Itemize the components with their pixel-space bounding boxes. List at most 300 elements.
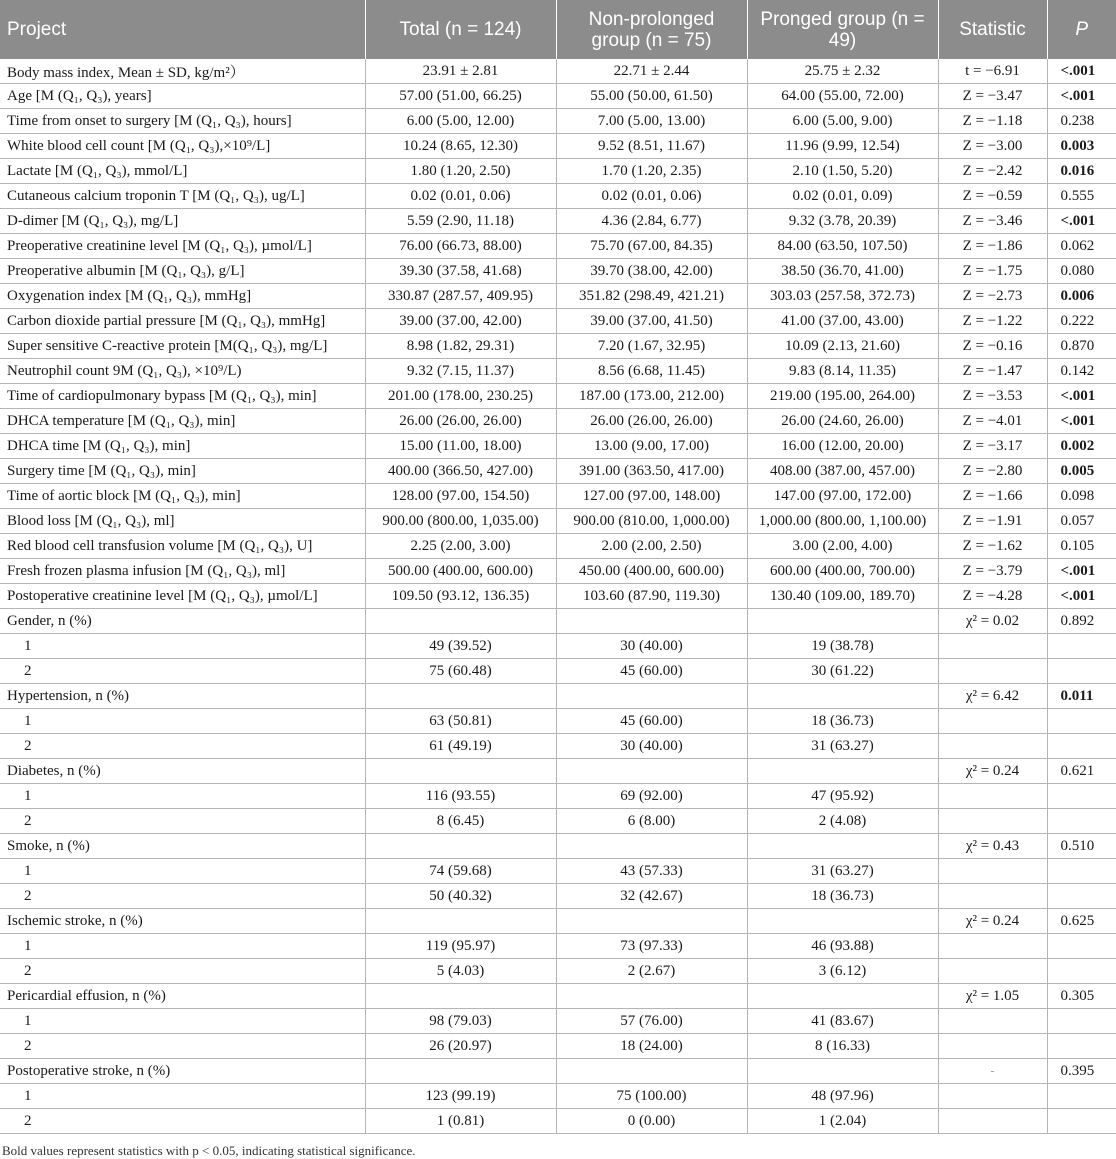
table-row — [0, 909, 1116, 934]
cell-p — [1047, 709, 1116, 734]
cell-p — [1047, 734, 1116, 759]
table-row — [0, 834, 1116, 859]
cell-pronged: 147.00 (97.00, 172.00) — [747, 484, 938, 509]
cell-statistic — [938, 1009, 1047, 1034]
cell-non-prolonged: 39.00 (37.00, 41.50) — [556, 309, 747, 334]
cell-total: 116 (93.55) — [365, 784, 556, 809]
cell-p: <.001 — [1047, 384, 1116, 409]
cell-non-prolonged: 30 (40.00) — [556, 734, 747, 759]
cell-pronged: 11.96 (9.99, 12.54) — [747, 134, 938, 159]
cell-project: DHCA time [M (Q₁, Q₃), min] — [0, 434, 365, 459]
cell-statistic: Z = −3.79 — [938, 559, 1047, 584]
cell-non-prolonged: 39.70 (38.00, 42.00) — [556, 259, 747, 284]
cell-non-prolonged: 7.20 (1.67, 32.95) — [556, 334, 747, 359]
table-row — [0, 1009, 1116, 1034]
cell-total: 500.00 (400.00, 600.00) — [365, 559, 556, 584]
cell-pronged: 1,000.00 (800.00, 1,100.00) — [747, 509, 938, 534]
cell-total — [365, 909, 556, 934]
cell-non-prolonged: 8.56 (6.68, 11.45) — [556, 359, 747, 384]
cell-statistic: χ² = 0.43 — [938, 834, 1047, 859]
cell-pronged: 41.00 (37.00, 43.00) — [747, 309, 938, 334]
table-row — [0, 484, 1116, 509]
cell-project: Lactate [M (Q₁, Q₃), mmol/L] — [0, 159, 365, 184]
cell-total: 39.30 (37.58, 41.68) — [365, 259, 556, 284]
cell-project: D-dimer [M (Q₁, Q₃), mg/L] — [0, 209, 365, 234]
cell-statistic: Z = −1.47 — [938, 359, 1047, 384]
table-footnote: Bold values represent statistics with p < 0.05, indicating statistical significance. — [2, 1143, 416, 1158]
header-non-prolonged: Non-prolonged group (n = 75) — [556, 0, 747, 59]
cell-p: <.001 — [1047, 584, 1116, 609]
cell-pronged — [747, 909, 938, 934]
cell-pronged: 38.50 (36.70, 41.00) — [747, 259, 938, 284]
cell-statistic: t = −6.91 — [938, 59, 1047, 84]
cell-project: Pericardial effusion, n (%) — [0, 984, 365, 1009]
cell-project: Preoperative creatinine level [M (Q₁, Q₃), µmol/L] — [0, 234, 365, 259]
cell-pronged: 2.10 (1.50, 5.20) — [747, 159, 938, 184]
cell-statistic: Z = −2.42 — [938, 159, 1047, 184]
cell-p — [1047, 884, 1116, 909]
cell-statistic: Z = −3.46 — [938, 209, 1047, 234]
cell-total: 50 (40.32) — [365, 884, 556, 909]
cell-non-prolonged: 103.60 (87.90, 119.30) — [556, 584, 747, 609]
cell-non-prolonged: 9.52 (8.51, 11.67) — [556, 134, 747, 159]
cell-non-prolonged: 32 (42.67) — [556, 884, 747, 909]
cell-pronged: 219.00 (195.00, 264.00) — [747, 384, 938, 409]
cell-p: 0.142 — [1047, 359, 1116, 384]
cell-project: 2 — [0, 734, 365, 759]
cell-non-prolonged: 73 (97.33) — [556, 934, 747, 959]
table-row — [0, 409, 1116, 434]
cell-total: 5.59 (2.90, 11.18) — [365, 209, 556, 234]
cell-pronged: 64.00 (55.00, 72.00) — [747, 84, 938, 109]
cell-statistic: Z = −1.75 — [938, 259, 1047, 284]
cell-project: 1 — [0, 1084, 365, 1109]
cell-total: 1.80 (1.20, 2.50) — [365, 159, 556, 184]
table-row — [0, 984, 1116, 1009]
table-row — [0, 109, 1116, 134]
cell-non-prolonged: 391.00 (363.50, 417.00) — [556, 459, 747, 484]
cell-pronged: 16.00 (12.00, 20.00) — [747, 434, 938, 459]
cell-total — [365, 1059, 556, 1084]
cell-non-prolonged: 450.00 (400.00, 600.00) — [556, 559, 747, 584]
cell-non-prolonged: 2.00 (2.00, 2.50) — [556, 534, 747, 559]
table-row — [0, 284, 1116, 309]
cell-statistic: Z = −2.73 — [938, 284, 1047, 309]
cell-p: 0.098 — [1047, 484, 1116, 509]
cell-p: <.001 — [1047, 59, 1116, 84]
cell-statistic — [938, 1034, 1047, 1059]
cell-project: Preoperative albumin [M (Q₁, Q₃), g/L] — [0, 259, 365, 284]
cell-project: 2 — [0, 1109, 365, 1134]
cell-pronged: 18 (36.73) — [747, 884, 938, 909]
cell-statistic: - — [938, 1059, 1047, 1084]
cell-non-prolonged: 900.00 (810.00, 1,000.00) — [556, 509, 747, 534]
cell-pronged — [747, 684, 938, 709]
cell-total: 61 (49.19) — [365, 734, 556, 759]
cell-non-prolonged: 43 (57.33) — [556, 859, 747, 884]
cell-non-prolonged: 55.00 (50.00, 61.50) — [556, 84, 747, 109]
cell-p: 0.625 — [1047, 909, 1116, 934]
cell-total: 109.50 (93.12, 136.35) — [365, 584, 556, 609]
cell-statistic: Z = −4.28 — [938, 584, 1047, 609]
cell-pronged: 2 (4.08) — [747, 809, 938, 834]
table-body — [0, 59, 1116, 1134]
cell-p: 0.238 — [1047, 109, 1116, 134]
cell-project: Diabetes, n (%) — [0, 759, 365, 784]
cell-project: Blood loss [M (Q₁, Q₃), ml] — [0, 509, 365, 534]
cell-p: 0.011 — [1047, 684, 1116, 709]
cell-non-prolonged: 6 (8.00) — [556, 809, 747, 834]
cell-project: Time of aortic block [M (Q₁, Q₃), min] — [0, 484, 365, 509]
table-row — [0, 309, 1116, 334]
cell-p: <.001 — [1047, 209, 1116, 234]
cell-project: Carbon dioxide partial pressure [M (Q₁, Q₃), mmHg] — [0, 309, 365, 334]
cell-pronged — [747, 984, 938, 1009]
cell-non-prolonged: 45 (60.00) — [556, 709, 747, 734]
header-row — [0, 0, 1116, 59]
cell-non-prolonged: 57 (76.00) — [556, 1009, 747, 1034]
table-row — [0, 434, 1116, 459]
cell-total: 74 (59.68) — [365, 859, 556, 884]
table-row — [0, 959, 1116, 984]
cell-non-prolonged — [556, 759, 747, 784]
cell-project: 2 — [0, 884, 365, 909]
cell-project: 2 — [0, 659, 365, 684]
cell-total — [365, 684, 556, 709]
cell-p: 0.305 — [1047, 984, 1116, 1009]
cell-pronged: 9.32 (3.78, 20.39) — [747, 209, 938, 234]
cell-p — [1047, 1034, 1116, 1059]
cell-pronged: 30 (61.22) — [747, 659, 938, 684]
cell-total: 8.98 (1.82, 29.31) — [365, 334, 556, 359]
cell-pronged — [747, 1059, 938, 1084]
table-row — [0, 634, 1116, 659]
cell-non-prolonged — [556, 834, 747, 859]
cell-total: 5 (4.03) — [365, 959, 556, 984]
cell-non-prolonged — [556, 684, 747, 709]
cell-pronged: 10.09 (2.13, 21.60) — [747, 334, 938, 359]
cell-project: Cutaneous calcium troponin T [M (Q₁, Q₃), ug/L] — [0, 184, 365, 209]
cell-non-prolonged: 13.00 (9.00, 17.00) — [556, 434, 747, 459]
cell-project: 1 — [0, 859, 365, 884]
cell-p: 0.080 — [1047, 259, 1116, 284]
cell-p — [1047, 784, 1116, 809]
cell-pronged — [747, 759, 938, 784]
cell-statistic: χ² = 0.02 — [938, 609, 1047, 634]
cell-statistic: Z = −4.01 — [938, 409, 1047, 434]
cell-statistic: Z = −3.00 — [938, 134, 1047, 159]
cell-project: Surgery time [M (Q₁, Q₃), min] — [0, 459, 365, 484]
cell-non-prolonged: 75 (100.00) — [556, 1084, 747, 1109]
table-row — [0, 1084, 1116, 1109]
cell-non-prolonged: 187.00 (173.00, 212.00) — [556, 384, 747, 409]
cell-pronged: 600.00 (400.00, 700.00) — [747, 559, 938, 584]
cell-pronged: 41 (83.67) — [747, 1009, 938, 1034]
cell-pronged: 8 (16.33) — [747, 1034, 938, 1059]
table-row — [0, 559, 1116, 584]
cell-non-prolonged — [556, 909, 747, 934]
table-row — [0, 784, 1116, 809]
cell-project: DHCA temperature [M (Q₁, Q₃), min] — [0, 409, 365, 434]
header-pronged: Pronged group (n = 49) — [747, 0, 938, 59]
cell-total: 6.00 (5.00, 12.00) — [365, 109, 556, 134]
cell-pronged: 408.00 (387.00, 457.00) — [747, 459, 938, 484]
table-row — [0, 1034, 1116, 1059]
table-row — [0, 134, 1116, 159]
cell-project: Super sensitive C-reactive protein [M(Q₁, Q₃), mg/L] — [0, 334, 365, 359]
cell-p: 0.006 — [1047, 284, 1116, 309]
cell-statistic: χ² = 1.05 — [938, 984, 1047, 1009]
cell-pronged: 18 (36.73) — [747, 709, 938, 734]
cell-project: 2 — [0, 959, 365, 984]
cell-pronged: 48 (97.96) — [747, 1084, 938, 1109]
cell-total: 57.00 (51.00, 66.25) — [365, 84, 556, 109]
cell-non-prolonged: 2 (2.67) — [556, 959, 747, 984]
cell-p: 0.621 — [1047, 759, 1116, 784]
cell-pronged: 47 (95.92) — [747, 784, 938, 809]
cell-total: 1 (0.81) — [365, 1109, 556, 1134]
table-row — [0, 384, 1116, 409]
cell-project: Gender, n (%) — [0, 609, 365, 634]
table-row — [0, 809, 1116, 834]
cell-pronged — [747, 834, 938, 859]
table-row — [0, 1109, 1116, 1134]
cell-statistic — [938, 784, 1047, 809]
cell-p: 0.057 — [1047, 509, 1116, 534]
table-row — [0, 684, 1116, 709]
cell-non-prolonged: 30 (40.00) — [556, 634, 747, 659]
header-total: Total (n = 124) — [365, 0, 556, 59]
cell-project: 2 — [0, 1034, 365, 1059]
table-row — [0, 534, 1116, 559]
cell-total — [365, 984, 556, 1009]
cell-p — [1047, 634, 1116, 659]
cell-total — [365, 609, 556, 634]
cell-pronged: 31 (63.27) — [747, 734, 938, 759]
cell-p: 0.510 — [1047, 834, 1116, 859]
table-row — [0, 509, 1116, 534]
cell-project: Oxygenation index [M (Q₁, Q₃), mmHg] — [0, 284, 365, 309]
cell-project: Red blood cell transfusion volume [M (Q₁, Q₃), U] — [0, 534, 365, 559]
cell-pronged: 6.00 (5.00, 9.00) — [747, 109, 938, 134]
cell-pronged: 0.02 (0.01, 0.09) — [747, 184, 938, 209]
cell-project: 1 — [0, 634, 365, 659]
table-row — [0, 859, 1116, 884]
cell-statistic — [938, 634, 1047, 659]
cell-non-prolonged — [556, 1059, 747, 1084]
table-header — [0, 0, 1116, 59]
cell-statistic — [938, 809, 1047, 834]
cell-project: Age [M (Q₁, Q₃), years] — [0, 84, 365, 109]
cell-total: 75 (60.48) — [365, 659, 556, 684]
cell-non-prolonged — [556, 609, 747, 634]
cell-non-prolonged: 0 (0.00) — [556, 1109, 747, 1134]
table-row — [0, 459, 1116, 484]
cell-pronged: 9.83 (8.14, 11.35) — [747, 359, 938, 384]
cell-statistic: Z = −0.16 — [938, 334, 1047, 359]
cell-p: 0.005 — [1047, 459, 1116, 484]
cell-total: 26.00 (26.00, 26.00) — [365, 409, 556, 434]
cell-project: Body mass index, Mean ± SD, kg/m²） — [0, 59, 365, 84]
cell-p: 0.395 — [1047, 1059, 1116, 1084]
cell-p: 0.555 — [1047, 184, 1116, 209]
cell-total: 201.00 (178.00, 230.25) — [365, 384, 556, 409]
cell-non-prolonged: 4.36 (2.84, 6.77) — [556, 209, 747, 234]
cell-statistic: Z = −1.62 — [938, 534, 1047, 559]
cell-p: 0.105 — [1047, 534, 1116, 559]
cell-pronged: 3 (6.12) — [747, 959, 938, 984]
cell-statistic: Z = −1.22 — [938, 309, 1047, 334]
table-row — [0, 59, 1116, 84]
cell-non-prolonged: 22.71 ± 2.44 — [556, 59, 747, 84]
cell-pronged: 26.00 (24.60, 26.00) — [747, 409, 938, 434]
cell-statistic — [938, 734, 1047, 759]
cell-total: 23.91 ± 2.81 — [365, 59, 556, 84]
cell-project: 1 — [0, 1009, 365, 1034]
cell-statistic: Z = −3.53 — [938, 384, 1047, 409]
cell-non-prolonged: 0.02 (0.01, 0.06) — [556, 184, 747, 209]
cell-pronged: 31 (63.27) — [747, 859, 938, 884]
cell-p — [1047, 809, 1116, 834]
cell-pronged: 303.03 (257.58, 372.73) — [747, 284, 938, 309]
cell-project: Smoke, n (%) — [0, 834, 365, 859]
cell-statistic — [938, 884, 1047, 909]
cell-statistic: χ² = 0.24 — [938, 759, 1047, 784]
cell-p: <.001 — [1047, 409, 1116, 434]
table-row — [0, 259, 1116, 284]
cell-project: 2 — [0, 809, 365, 834]
cell-project: Fresh frozen plasma infusion [M (Q₁, Q₃), ml] — [0, 559, 365, 584]
cell-total: 119 (95.97) — [365, 934, 556, 959]
cell-total: 49 (39.52) — [365, 634, 556, 659]
cell-statistic: Z = −3.47 — [938, 84, 1047, 109]
cell-p — [1047, 934, 1116, 959]
cell-statistic — [938, 659, 1047, 684]
cell-project: Postoperative stroke, n (%) — [0, 1059, 365, 1084]
cell-total: 10.24 (8.65, 12.30) — [365, 134, 556, 159]
cell-statistic: Z = −1.86 — [938, 234, 1047, 259]
cell-statistic: Z = −3.17 — [938, 434, 1047, 459]
cell-p: 0.062 — [1047, 234, 1116, 259]
cell-p — [1047, 1109, 1116, 1134]
cell-p — [1047, 1009, 1116, 1034]
header-statistic: Statistic — [938, 0, 1047, 59]
cell-total: 330.87 (287.57, 409.95) — [365, 284, 556, 309]
cell-statistic: Z = −2.80 — [938, 459, 1047, 484]
cell-project: 1 — [0, 784, 365, 809]
table-row — [0, 234, 1116, 259]
cell-statistic — [938, 859, 1047, 884]
cell-project: White blood cell count [M (Q₁, Q₃),×10⁹/L] — [0, 134, 365, 159]
cell-p: 0.870 — [1047, 334, 1116, 359]
header-project: Project — [0, 0, 365, 59]
cell-non-prolonged: 18 (24.00) — [556, 1034, 747, 1059]
cell-total: 128.00 (97.00, 154.50) — [365, 484, 556, 509]
cell-pronged: 46 (93.88) — [747, 934, 938, 959]
cell-total: 8 (6.45) — [365, 809, 556, 834]
cell-total — [365, 759, 556, 784]
table-row — [0, 759, 1116, 784]
cell-non-prolonged: 69 (92.00) — [556, 784, 747, 809]
cell-p — [1047, 859, 1116, 884]
cell-total: 98 (79.03) — [365, 1009, 556, 1034]
cell-total: 76.00 (66.73, 88.00) — [365, 234, 556, 259]
cell-non-prolonged: 1.70 (1.20, 2.35) — [556, 159, 747, 184]
cell-project: Time from onset to surgery [M (Q₁, Q₃), hours] — [0, 109, 365, 134]
table-row — [0, 709, 1116, 734]
table-row — [0, 84, 1116, 109]
cell-total: 39.00 (37.00, 42.00) — [365, 309, 556, 334]
cell-pronged: 1 (2.04) — [747, 1109, 938, 1134]
table-row — [0, 334, 1116, 359]
cell-total: 63 (50.81) — [365, 709, 556, 734]
cell-total: 15.00 (11.00, 18.00) — [365, 434, 556, 459]
table-row — [0, 1059, 1116, 1084]
cell-p: <.001 — [1047, 84, 1116, 109]
table-row — [0, 159, 1116, 184]
cell-non-prolonged: 351.82 (298.49, 421.21) — [556, 284, 747, 309]
cell-p: 0.892 — [1047, 609, 1116, 634]
cell-p: <.001 — [1047, 559, 1116, 584]
cell-non-prolonged — [556, 984, 747, 1009]
cell-statistic — [938, 1109, 1047, 1134]
cell-pronged: 130.40 (109.00, 189.70) — [747, 584, 938, 609]
cell-p: 0.222 — [1047, 309, 1116, 334]
cell-pronged: 3.00 (2.00, 4.00) — [747, 534, 938, 559]
cell-total: 9.32 (7.15, 11.37) — [365, 359, 556, 384]
cell-project: Time of cardiopulmonary bypass [M (Q₁, Q₃), min] — [0, 384, 365, 409]
cell-statistic — [938, 1084, 1047, 1109]
cell-non-prolonged: 26.00 (26.00, 26.00) — [556, 409, 747, 434]
cell-statistic: χ² = 0.24 — [938, 909, 1047, 934]
cell-p — [1047, 959, 1116, 984]
cell-non-prolonged: 75.70 (67.00, 84.35) — [556, 234, 747, 259]
cell-total: 123 (99.19) — [365, 1084, 556, 1109]
cell-project: Ischemic stroke, n (%) — [0, 909, 365, 934]
cell-statistic: Z = −1.66 — [938, 484, 1047, 509]
cell-statistic — [938, 934, 1047, 959]
cell-total: 400.00 (366.50, 427.00) — [365, 459, 556, 484]
table-row — [0, 359, 1116, 384]
cell-p: 0.003 — [1047, 134, 1116, 159]
cell-non-prolonged: 127.00 (97.00, 148.00) — [556, 484, 747, 509]
cell-project: 1 — [0, 709, 365, 734]
cell-total: 26 (20.97) — [365, 1034, 556, 1059]
table-row — [0, 884, 1116, 909]
cell-non-prolonged: 45 (60.00) — [556, 659, 747, 684]
cell-non-prolonged: 7.00 (5.00, 13.00) — [556, 109, 747, 134]
cell-statistic — [938, 709, 1047, 734]
table-row — [0, 209, 1116, 234]
cell-p: 0.016 — [1047, 159, 1116, 184]
cell-total: 900.00 (800.00, 1,035.00) — [365, 509, 556, 534]
cell-statistic: χ² = 6.42 — [938, 684, 1047, 709]
cell-p: 0.002 — [1047, 434, 1116, 459]
cell-project: 1 — [0, 934, 365, 959]
cell-statistic: Z = −1.91 — [938, 509, 1047, 534]
cell-statistic: Z = −0.59 — [938, 184, 1047, 209]
cell-project: Postoperative creatinine level [M (Q₁, Q₃), µmol/L] — [0, 584, 365, 609]
cell-pronged: 19 (38.78) — [747, 634, 938, 659]
cell-p — [1047, 1084, 1116, 1109]
table-row — [0, 184, 1116, 209]
cell-total: 0.02 (0.01, 0.06) — [365, 184, 556, 209]
cell-pronged: 25.75 ± 2.32 — [747, 59, 938, 84]
cell-pronged — [747, 609, 938, 634]
table-row — [0, 734, 1116, 759]
cell-project: Neutrophil count 9M (Q₁, Q₃), ×10⁹/L) — [0, 359, 365, 384]
cell-project: Hypertension, n (%) — [0, 684, 365, 709]
